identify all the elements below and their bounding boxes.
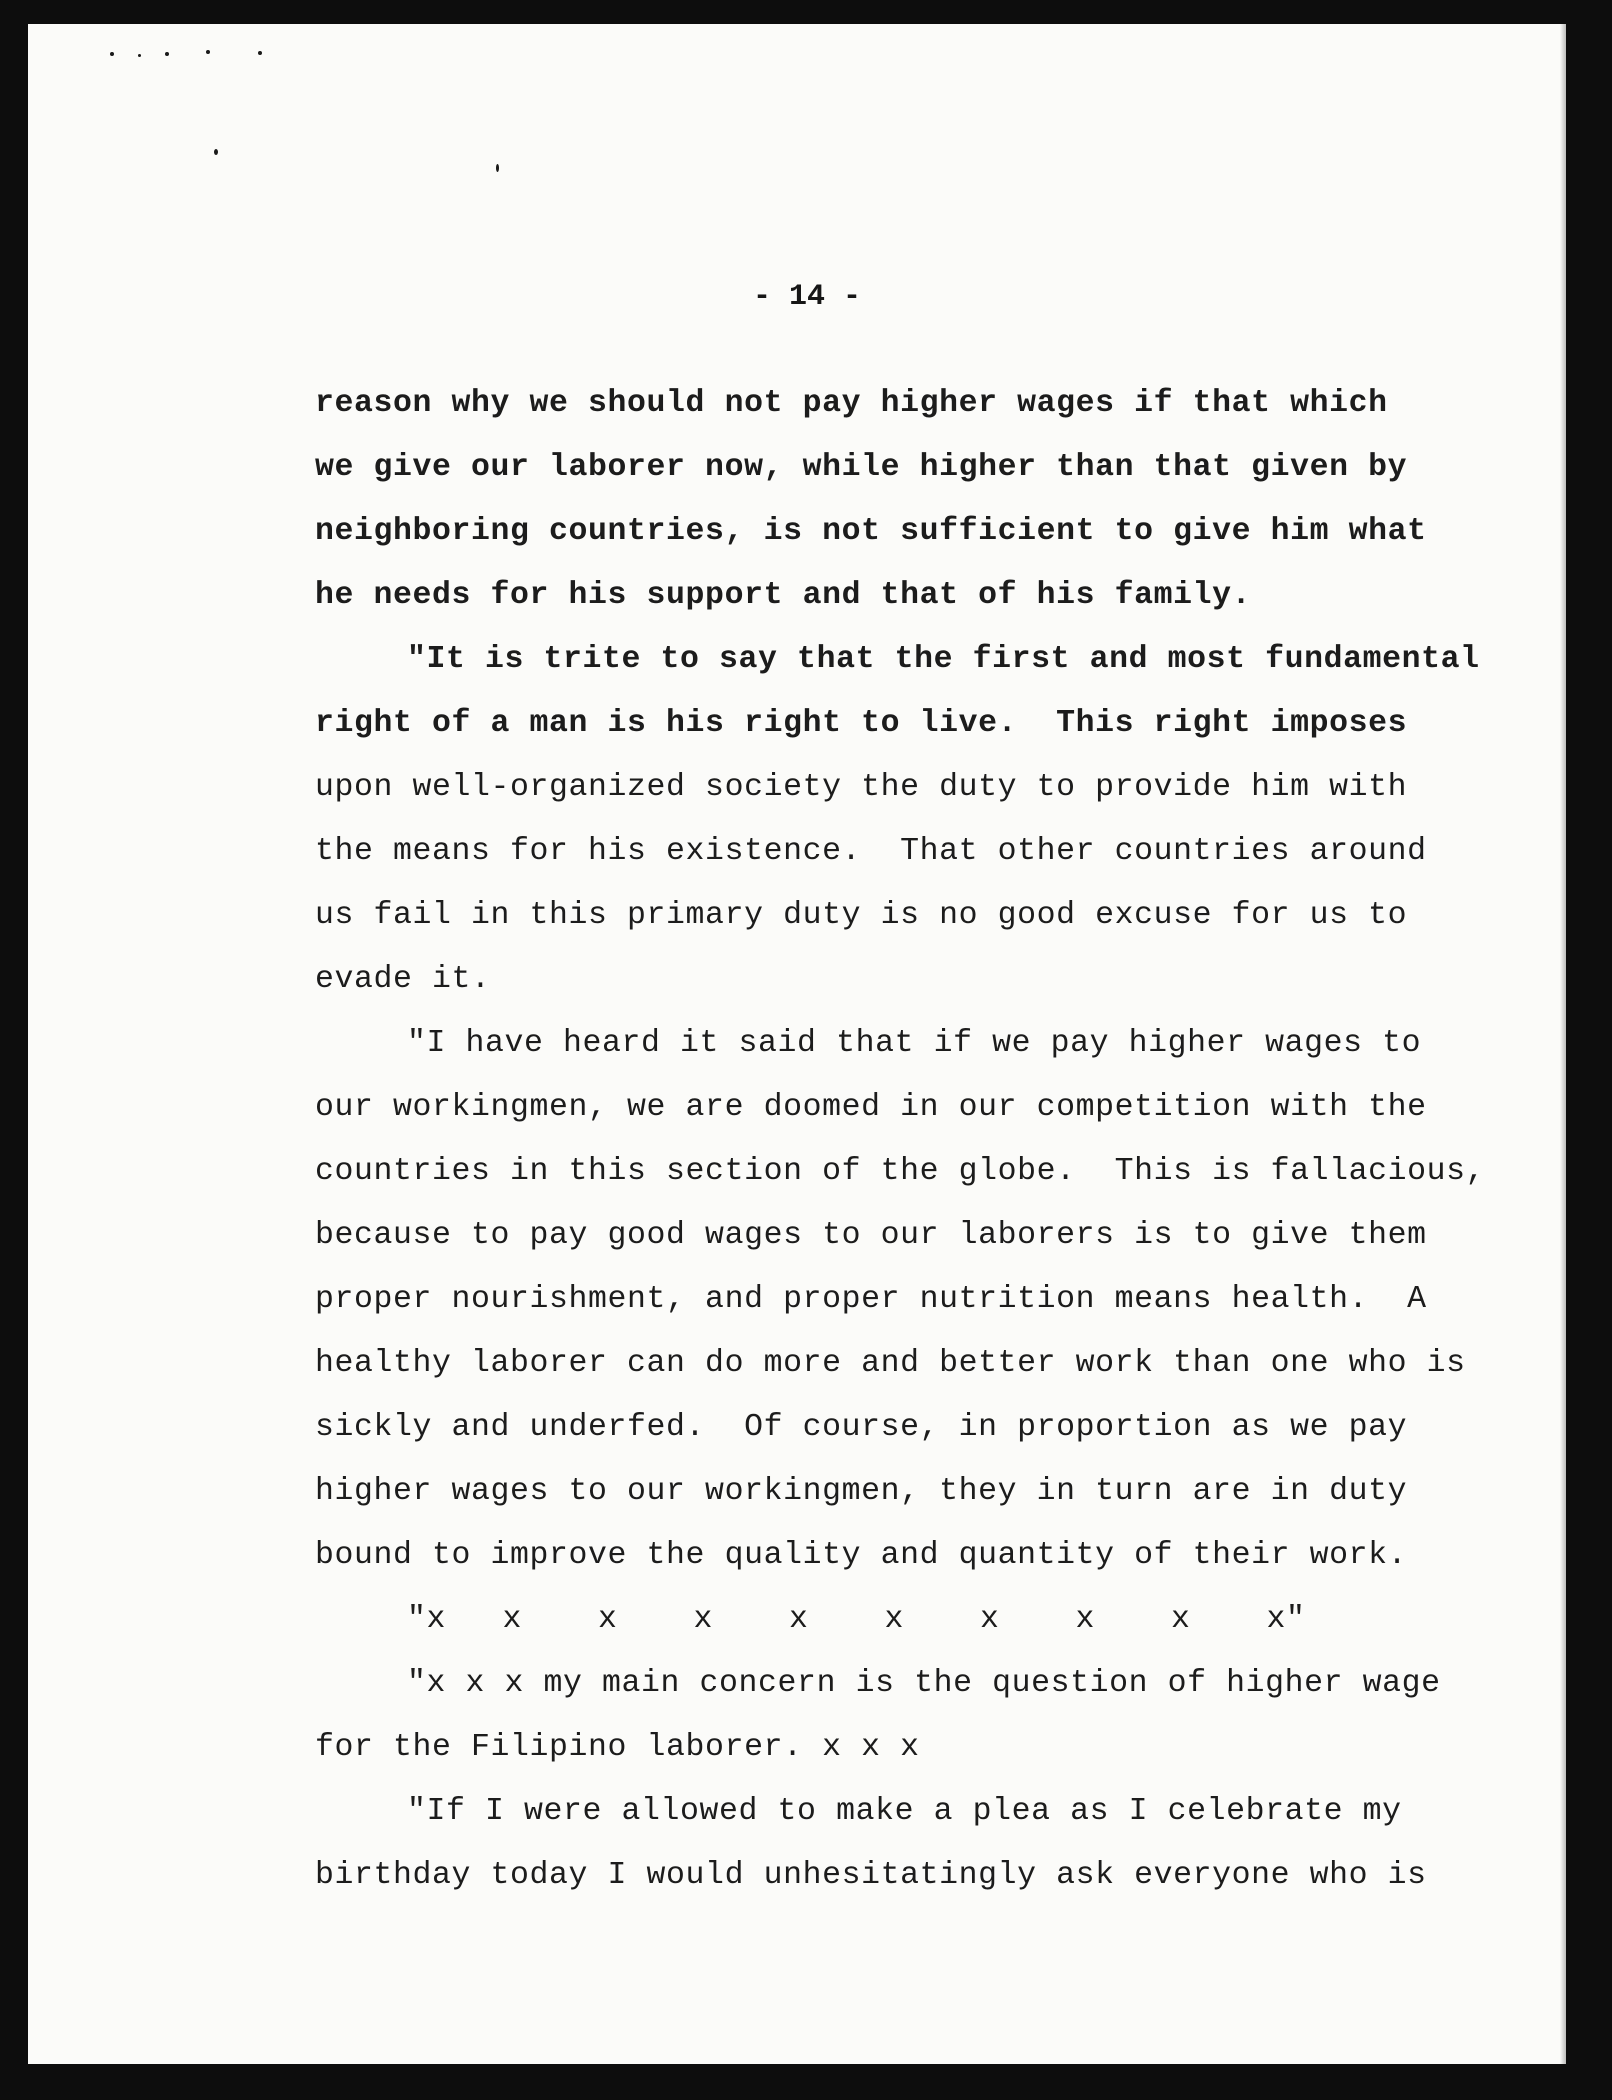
text-line: for the Filipino laborer. x x x bbox=[315, 1730, 920, 1765]
document-page bbox=[28, 24, 1566, 2064]
scan-speck bbox=[206, 50, 210, 54]
scan-speck bbox=[165, 52, 169, 56]
text-line: "I have heard it said that if we pay higher wages to bbox=[407, 1026, 1422, 1061]
text-line: because to pay good wages to our laborers is to give them bbox=[315, 1218, 1427, 1253]
ellipsis-mark: x bbox=[1075, 1602, 1096, 1637]
text-line: bound to improve the quality and quantity of their work. bbox=[315, 1538, 1408, 1573]
text-line: he needs for his support and that of his family. bbox=[315, 578, 1252, 613]
text-line: we give our laborer now, while higher than that given by bbox=[315, 450, 1408, 485]
scan-speck bbox=[214, 149, 218, 155]
text-line: "If I were allowed to make a plea as I celebrate my bbox=[407, 1794, 1402, 1829]
ellipsis-mark: x bbox=[789, 1602, 809, 1637]
text-line: reason why we should not pay higher wages if that which bbox=[315, 386, 1388, 421]
ellipsis-mark: "x bbox=[407, 1602, 447, 1637]
text-line: right of a man is his right to live. This right imposes bbox=[315, 706, 1408, 741]
typed-body-text bbox=[315, 372, 1530, 1908]
page-number: - 14 - bbox=[752, 280, 862, 314]
text-line: evade it. bbox=[315, 962, 491, 997]
text-line: "x x x my main concern is the question of higher wage bbox=[407, 1666, 1441, 1701]
text-line: countries in this section of the globe. This is fallacious, bbox=[315, 1154, 1486, 1189]
ellipsis-mark: x bbox=[980, 1602, 1000, 1637]
ellipsis-mark: x bbox=[884, 1602, 905, 1637]
text-line: birthday today I would unhesitatingly ask everyone who is bbox=[315, 1858, 1427, 1893]
text-line: us fail in this primary duty is no good excuse for us to bbox=[315, 898, 1408, 933]
ellipsis-mark: x bbox=[502, 1602, 523, 1637]
text-line: proper nourishment, and proper nutrition means health. A bbox=[315, 1282, 1427, 1317]
ellipsis-mark: x" bbox=[1266, 1602, 1306, 1637]
text-line: healthy laborer can do more and better work than one who is bbox=[315, 1346, 1466, 1381]
text-line: the means for his existence. That other countries around bbox=[315, 834, 1427, 869]
scan-speck bbox=[110, 52, 114, 56]
ellipsis-mark: x bbox=[693, 1602, 714, 1637]
ellipsis-row bbox=[315, 1588, 1530, 1652]
text-line: "It is trite to say that the first and most fundamental bbox=[407, 642, 1480, 677]
text-line: neighboring countries, is not sufficient to give him what bbox=[315, 514, 1427, 549]
scan-speck bbox=[258, 51, 262, 55]
text-line: our workingmen, we are doomed in our competition with the bbox=[315, 1090, 1427, 1125]
scan-speck bbox=[138, 54, 141, 57]
ellipsis-mark: x bbox=[598, 1602, 618, 1637]
scan-speck bbox=[496, 164, 499, 172]
page-edge-shadow bbox=[1560, 24, 1566, 2064]
ellipsis-mark: x bbox=[1171, 1602, 1191, 1637]
text-line: higher wages to our workingmen, they in turn are in duty bbox=[315, 1474, 1408, 1509]
text-line: sickly and underfed. Of course, in proportion as we pay bbox=[315, 1410, 1408, 1445]
text-line: upon well-organized society the duty to provide him with bbox=[315, 770, 1408, 805]
